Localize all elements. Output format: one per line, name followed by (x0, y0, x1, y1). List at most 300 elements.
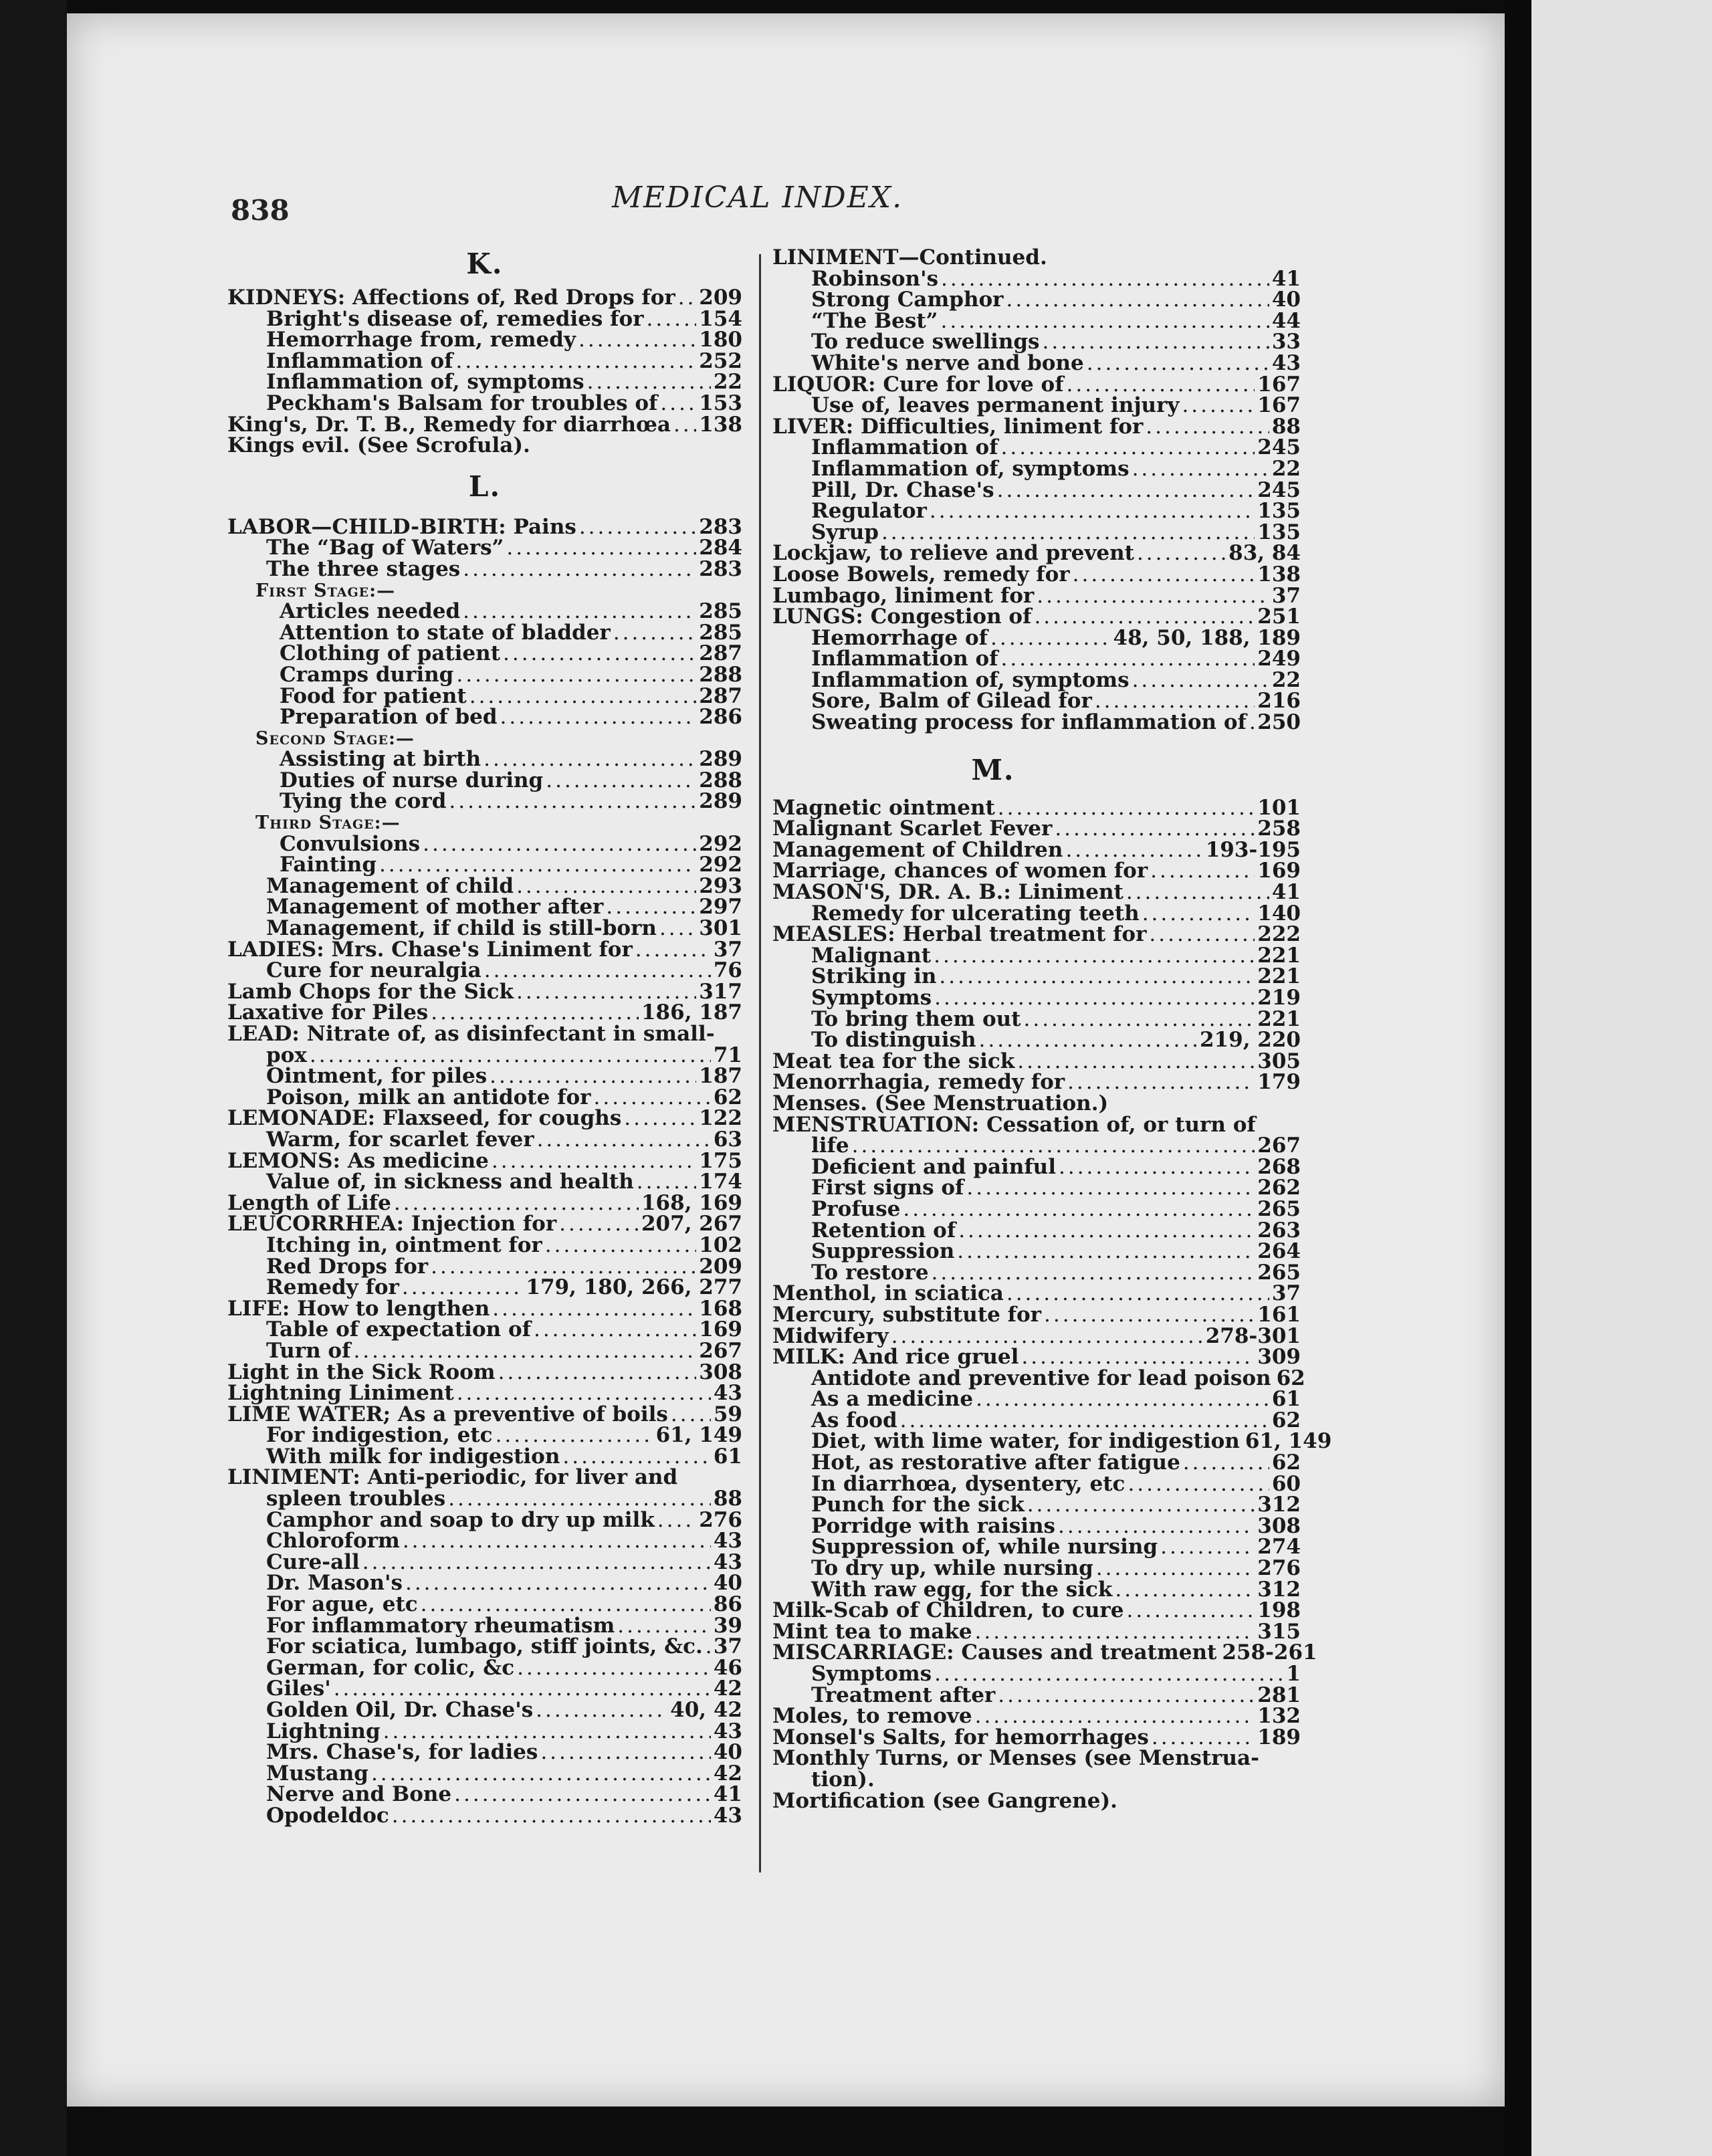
entry-term: Management of mother after (266, 895, 604, 920)
entry-term: LABOR—CHILD-BIRTH: Pains (227, 514, 576, 539)
dot-leader (957, 1241, 1255, 1263)
entry-term: To dry up, while nursing (811, 1556, 1093, 1581)
entry-page-ref: 61 (713, 1444, 742, 1469)
entry-term: Profuse (811, 1196, 901, 1221)
entry-term: LIME WATER; As a preventive of boils (227, 1402, 668, 1426)
entry-page-ref: 76 (713, 958, 742, 983)
stage-subheading: Second Stage:— (255, 728, 415, 749)
dot-leader (1087, 353, 1269, 374)
entry-page-ref: 37 (1271, 1281, 1301, 1306)
entry-page-ref: 193-195 (1205, 837, 1301, 862)
entry-term: Use of, leaves permanent injury (811, 393, 1180, 418)
dot-leader (966, 1178, 1255, 1199)
entry-term: The “Bag of Waters” (266, 536, 504, 560)
entry-term: Menthol, in sciatica (772, 1281, 1004, 1306)
entry-page-ref: 312 (1257, 1577, 1301, 1602)
dot-leader (463, 559, 696, 580)
dot-leader (1095, 691, 1255, 712)
entry-page-ref: 285 (699, 620, 742, 645)
entry-page-ref: 61, 149 (655, 1423, 742, 1448)
dot-leader (498, 1362, 697, 1384)
index-entry (227, 1296, 742, 1321)
index-entry (772, 414, 1301, 439)
entry-page-ref: 180 (699, 328, 742, 352)
entry-page-ref: 33 (1271, 330, 1301, 354)
index-entry (227, 662, 742, 687)
entry-term: Mint tea to make (772, 1619, 972, 1644)
index-entry (227, 348, 742, 373)
index-entry (227, 306, 742, 331)
entry-term: King's, Dr. T. B., Remedy for diarrhœa (227, 412, 671, 437)
entry-term: White's nerve and bone (811, 350, 1084, 375)
entry-page-ref: 292 (699, 853, 742, 877)
entry-term: Inflammation of (266, 348, 453, 373)
index-entry (227, 1002, 742, 1024)
entry-page-ref: 301 (699, 916, 742, 941)
entry-term: Fainting (280, 853, 377, 877)
entry-page-ref: 297 (699, 895, 742, 920)
entry-term: Pill, Dr. Chase's (811, 477, 994, 502)
index-entry (227, 1024, 742, 1045)
entry-page-ref: 249 (1257, 647, 1301, 671)
dot-leader (457, 1383, 711, 1404)
entry-page-ref: 274 (1257, 1535, 1301, 1559)
index-entry (772, 1112, 1301, 1137)
index-entry (772, 1788, 1301, 1813)
entry-term: Value of, in sickness and health (266, 1170, 634, 1194)
dot-leader (371, 1763, 711, 1785)
running-head: MEDICAL INDEX. (612, 181, 903, 215)
index-entry (227, 1214, 742, 1235)
entry-page-ref: 265 (1257, 1260, 1301, 1285)
page-number: 838 (231, 194, 290, 227)
dot-leader (975, 1622, 1255, 1643)
index-entry (772, 1513, 1301, 1538)
entry-page-ref: 221 (1257, 943, 1301, 968)
index-entry (227, 770, 742, 792)
dot-leader (516, 982, 696, 1003)
entry-term: To reduce swellings (811, 330, 1040, 354)
dot-leader (1073, 564, 1255, 586)
entry-page-ref: 138 (699, 412, 742, 437)
entry-term: Inflammation of (811, 647, 998, 671)
dot-leader (536, 1700, 667, 1721)
entry-term: Lockjaw, to relieve and prevent (772, 541, 1134, 566)
entry-term: Strong Camphor (811, 288, 1004, 312)
entry-term: Hemorrhage from, remedy (266, 328, 576, 352)
index-entry (772, 1389, 1301, 1410)
index-entry (227, 1087, 742, 1109)
entry-term: Hot, as restorative after fatigue (811, 1450, 1180, 1475)
entry-term: life (811, 1134, 849, 1158)
index-entry (772, 395, 1301, 417)
dot-leader (671, 1404, 711, 1426)
entry-page-ref: 174 (699, 1170, 742, 1194)
dot-leader (979, 1030, 1197, 1051)
index-entry (227, 873, 742, 898)
entry-term: Management of Children (772, 837, 1063, 862)
index-entry (227, 412, 742, 437)
index-entry (772, 437, 1301, 459)
entry-page-ref: 317 (699, 979, 742, 1004)
entry-term: Syrup (811, 520, 879, 544)
entry-page-ref: 37 (713, 937, 742, 962)
entry-term: To distinguish (811, 1028, 976, 1053)
entry-page-ref: 44 (1271, 308, 1301, 333)
index-entry (227, 1636, 742, 1658)
dot-leader (1182, 395, 1255, 417)
entry-page-ref: 245 (1257, 435, 1301, 460)
entry-page-ref: 289 (699, 789, 742, 814)
entry-term: Lumbago, liniment for (772, 583, 1035, 608)
index-entry (772, 1452, 1301, 1474)
dot-leader (537, 1129, 711, 1151)
dot-leader (900, 1410, 1269, 1432)
entry-page-ref: 61 (1271, 1387, 1301, 1412)
entry-term: LEMONADE: Flaxseed, for coughs (227, 1106, 622, 1131)
index-entry (227, 918, 742, 940)
dot-leader (1137, 543, 1226, 564)
dot-leader (431, 1257, 696, 1278)
index-entry (227, 707, 742, 728)
index-entry (227, 393, 742, 415)
entry-page-ref: 167 (1257, 393, 1301, 418)
dot-leader (934, 946, 1255, 967)
dot-leader (1000, 437, 1255, 459)
entry-page-ref: 101 (1257, 795, 1301, 820)
entry-page-ref: 135 (1257, 520, 1301, 544)
dot-leader (454, 1784, 711, 1806)
entry-page-ref: 258-261 (1222, 1640, 1317, 1665)
entry-page-ref: 209 (699, 286, 742, 310)
entry-term: Inflammation of (811, 435, 998, 460)
entry-term: Preparation of bed (280, 705, 498, 730)
dot-leader (1126, 882, 1269, 903)
entry-page-ref: 219, 220 (1199, 1028, 1301, 1053)
index-entry (227, 855, 742, 876)
entry-page-ref: 63 (713, 1127, 742, 1152)
index-entry (772, 1706, 1301, 1727)
entry-term: Itching in, ointment for (266, 1232, 542, 1257)
index-entry (227, 683, 742, 708)
entry-term: Monsel's Salts, for hemorrhages (772, 1725, 1149, 1749)
index-entry (772, 966, 1301, 988)
entry-term: For inflammatory rheumatism (266, 1613, 615, 1638)
dot-leader (940, 311, 1269, 332)
index-entry (772, 1748, 1301, 1769)
index-entry (772, 1220, 1301, 1242)
entry-term: Striking in (811, 964, 937, 989)
dot-leader (484, 749, 696, 770)
dot-leader (402, 1277, 524, 1299)
entry-term: LEMONS: As medicine (227, 1148, 489, 1173)
index-entry (227, 1784, 742, 1806)
dot-leader (637, 1172, 697, 1193)
entry-page-ref: 71 (713, 1043, 742, 1067)
entry-term: Cure-all (266, 1549, 360, 1574)
dot-leader (1132, 459, 1269, 480)
index-entry (227, 643, 742, 665)
dot-leader (1142, 903, 1255, 925)
entry-page-ref: 312 (1257, 1493, 1301, 1517)
entry-term: With raw egg, for the sick (811, 1577, 1113, 1602)
dot-leader (617, 1616, 711, 1637)
scan-border-left (0, 0, 67, 2156)
entry-page-ref: 267 (699, 1338, 742, 1363)
index-entry (772, 1154, 1301, 1179)
index-entry (772, 456, 1301, 481)
entry-term: Convulsions (280, 831, 421, 856)
entry-page-ref: 138 (1257, 562, 1301, 586)
entry-page-ref: 43 (713, 1381, 742, 1406)
index-entry (772, 924, 1301, 946)
entry-page-ref: 1 (1286, 1662, 1301, 1686)
dot-leader (624, 1108, 696, 1129)
dot-leader (545, 1235, 697, 1257)
dot-leader (455, 351, 696, 372)
entry-page-ref: 86 (713, 1592, 742, 1617)
index-entry (772, 266, 1301, 291)
dot-leader (469, 686, 697, 708)
entry-term: Warm, for scarlet fever (266, 1127, 534, 1152)
entry-term: Golden Oil, Dr. Chase's (266, 1698, 534, 1722)
dot-leader (1126, 1600, 1255, 1622)
index-entry (227, 791, 742, 813)
index-entry (772, 477, 1301, 502)
dot-leader (1006, 1283, 1269, 1305)
entry-term: MENSTRUATION: Cessation of, or turn of (772, 1112, 1256, 1137)
index-entry (772, 332, 1301, 353)
dot-leader (1149, 924, 1255, 946)
entry-term: German, for colic, &c (266, 1655, 515, 1680)
section-letter: K. (466, 247, 504, 280)
dot-leader (1183, 1452, 1269, 1474)
dot-leader (484, 960, 711, 982)
index-entry (227, 620, 742, 645)
entry-page-ref: 169 (1257, 859, 1301, 883)
entry-term: To restore (811, 1260, 929, 1285)
dot-leader (1059, 1157, 1255, 1178)
index-entry (772, 903, 1301, 925)
dot-leader (1128, 1474, 1269, 1495)
entry-term: Malignant (811, 943, 932, 968)
entry-page-ref: 48, 50, 188, 189 (1113, 625, 1301, 650)
dot-leader (1044, 1305, 1255, 1326)
dot-leader (593, 1087, 710, 1109)
dot-leader (1023, 1009, 1255, 1031)
entry-page-ref: 263 (1257, 1218, 1301, 1243)
index-entry (772, 501, 1301, 522)
entry-term: Milk-Scab of Children, to cure (772, 1598, 1124, 1623)
entry-page-ref: 154 (699, 306, 742, 331)
entry-term: LUNGS: Congestion of (772, 605, 1032, 629)
dot-leader (517, 1658, 711, 1679)
dot-leader (587, 372, 711, 393)
dot-leader (998, 798, 1255, 819)
index-entry (227, 1190, 742, 1215)
entry-page-ref: 132 (1257, 1704, 1301, 1729)
entry-page-ref: 41 (1271, 266, 1301, 291)
entry-page-ref: 207, 267 (641, 1212, 742, 1236)
entry-page-ref: 293 (699, 873, 742, 898)
index-entry (227, 1066, 742, 1087)
dot-leader (403, 1531, 711, 1552)
entry-page-ref: 62 (713, 1085, 742, 1109)
index-entry (772, 1366, 1305, 1390)
entry-page-ref: 278-301 (1205, 1323, 1301, 1348)
entry-page-ref: 221 (1257, 1006, 1301, 1031)
index-entry (772, 522, 1301, 544)
entry-term: In diarrhœa, dysentery, etc (811, 1471, 1126, 1496)
entry-page-ref: 286 (699, 705, 742, 730)
dot-leader (647, 309, 697, 330)
dot-leader (934, 1664, 1283, 1685)
entry-term: Midwifery (772, 1323, 889, 1348)
dot-leader (1065, 840, 1202, 861)
index-entry (227, 1742, 742, 1763)
index-entry (227, 1655, 742, 1680)
entry-term: Lightning Liniment (227, 1381, 454, 1406)
index-entry (772, 1283, 1301, 1305)
entry-page-ref: 189 (1257, 1725, 1301, 1749)
entry-term: Red Drops for (266, 1254, 429, 1279)
entry-page-ref: 287 (699, 683, 742, 708)
entry-page-ref: 22 (1271, 667, 1301, 692)
entry-page-ref: 264 (1257, 1239, 1301, 1264)
entry-term: Loose Bowels, remedy for (772, 562, 1070, 586)
index-entry (227, 330, 742, 351)
entry-page-ref: 292 (699, 831, 742, 856)
entry-page-ref: 42 (713, 1761, 742, 1786)
index-entry (227, 1763, 742, 1785)
dot-leader (392, 1806, 711, 1827)
entry-term: Hemorrhage of (811, 625, 988, 650)
entry-term: LEUCORRHEA: Injection for (227, 1212, 557, 1236)
entry-term: Sore, Balm of Gilead for (811, 689, 1092, 714)
entry-term: Table of expectation of (266, 1317, 531, 1342)
dot-leader (1034, 607, 1255, 628)
entry-term: Bright's disease of, remedies for (266, 306, 644, 331)
entry-term: Length of Life (227, 1190, 391, 1215)
index-entry (772, 712, 1301, 734)
index-entry (227, 1148, 742, 1173)
index-entry (227, 1549, 742, 1574)
index-entry (227, 1254, 742, 1279)
dot-leader (503, 643, 696, 665)
section-letter: M. (971, 753, 1015, 786)
entry-page-ref: 43 (713, 1803, 742, 1828)
entry-term: Sweating process for inflammation of (811, 710, 1247, 735)
stage-subheading: First Stage:— (255, 580, 396, 601)
entry-term: Clothing of patient (280, 641, 501, 666)
index-entry (772, 564, 1301, 586)
entry-term: Malignant Scarlet Fever (772, 817, 1053, 841)
index-entry (772, 649, 1301, 670)
entry-page-ref: 267 (1257, 1134, 1301, 1158)
index-entry (772, 350, 1301, 375)
entry-term: MISCARRIAGE: Causes and treatment (772, 1640, 1217, 1665)
entry-term: Mercury, substitute for (772, 1302, 1042, 1327)
entry-term: Nerve and Bone (266, 1782, 452, 1807)
dot-leader (997, 480, 1255, 502)
entry-term: Food for patient (280, 683, 467, 708)
entry-page-ref: 308 (699, 1360, 742, 1384)
dot-leader (405, 1573, 711, 1594)
entry-page-ref: 102 (699, 1232, 742, 1257)
entry-term: As food (811, 1408, 897, 1432)
stage-subheading: Third Stage:— (255, 813, 401, 834)
index-entry (227, 937, 742, 962)
index-entry (227, 435, 742, 457)
entry-term: Camphor and soap to dry up milk (266, 1507, 655, 1532)
entry-page-ref: 43 (713, 1719, 742, 1743)
dot-leader (939, 966, 1255, 988)
dot-leader (463, 601, 696, 623)
dot-leader (1017, 1051, 1255, 1073)
entry-term: Marriage, chances of women for (772, 859, 1148, 883)
index-entry (772, 543, 1301, 564)
entry-page-ref: 41 (1271, 880, 1301, 905)
entry-term: Articles needed (280, 599, 461, 624)
index-entry (227, 1232, 742, 1257)
entry-page-ref: 222 (1257, 922, 1301, 947)
entry-page-ref: 287 (699, 641, 742, 666)
dot-leader (1000, 649, 1255, 670)
index-entry (227, 1172, 742, 1193)
index-entry (772, 308, 1301, 333)
index-entry (227, 1338, 742, 1363)
entry-page-ref: 305 (1257, 1049, 1301, 1073)
entry-page-ref: 122 (699, 1106, 742, 1131)
entry-term: Tying the cord (280, 789, 447, 814)
index-entry (772, 1769, 1301, 1791)
entry-term: Ointment, for piles (266, 1064, 488, 1089)
entry-page-ref: 281 (1257, 1683, 1301, 1707)
entry-term: KIDNEYS: Affections of, Red Drops for (227, 286, 675, 310)
dot-leader (559, 1214, 639, 1235)
entry-term: Diet, with lime water, for indigestion (811, 1429, 1240, 1454)
entry-term: Moles, to remove (772, 1704, 972, 1729)
entry-term: Meat tea for the sick (772, 1049, 1015, 1073)
entry-term: Poison, milk an antidote for (266, 1085, 591, 1109)
index-entry (227, 1507, 742, 1532)
dot-leader (1058, 1516, 1255, 1537)
entry-term: LINIMENT—Continued. (772, 245, 1047, 270)
dot-leader (606, 897, 696, 918)
entry-page-ref: 219 (1257, 986, 1301, 1010)
entry-term: Management, if child is still-born (266, 916, 657, 941)
entry-page-ref: 88 (1271, 414, 1301, 439)
index-entry (772, 247, 1301, 269)
entry-term: LIQUOR: Cure for love of (772, 372, 1064, 397)
dot-leader (421, 1594, 711, 1616)
dot-leader (941, 269, 1269, 290)
index-column-left (227, 247, 742, 1827)
dot-leader (998, 1685, 1255, 1707)
entry-page-ref: 135 (1257, 499, 1301, 524)
index-entry (227, 1045, 742, 1067)
dot-leader (310, 1045, 711, 1067)
entry-term: Suppression of, while nursing (811, 1535, 1158, 1559)
entry-term: Duties of nurse during (280, 768, 544, 792)
index-entry (227, 1404, 742, 1426)
entry-page-ref: 40 (713, 1571, 742, 1596)
entry-page-ref: 167 (1257, 372, 1301, 397)
index-entry (772, 1537, 1301, 1558)
entry-page-ref: 37 (713, 1634, 742, 1659)
index-entry (772, 861, 1301, 882)
entry-term: Assisting at birth (280, 747, 481, 772)
